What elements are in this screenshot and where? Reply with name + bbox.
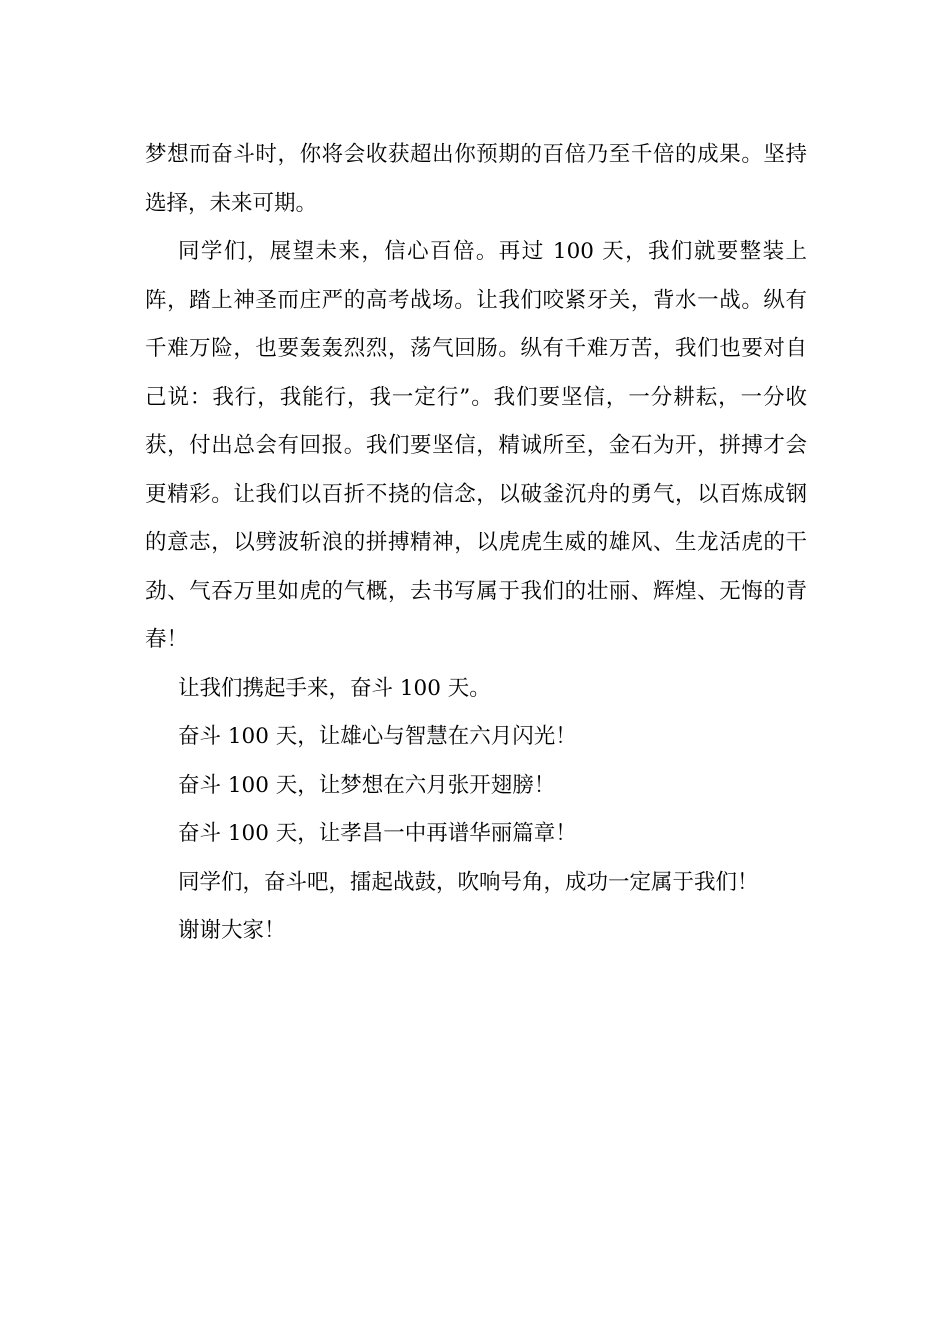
paragraph-slogan-3: 奋斗 100 天，让孝昌一中再谱华丽篇章！ xyxy=(178,821,577,846)
paragraph-slogan-1: 奋斗 100 天，让雄心与智慧在六月闪光！ xyxy=(178,724,577,749)
paragraph-join-hands: 让我们携起手来，奋斗 100 天。 xyxy=(178,675,491,701)
paragraph-slogan-2: 奋斗 100 天，让梦想在六月张开翅膀！ xyxy=(178,772,556,798)
paragraph-main: 同学们，展望未来，信心百倍。再过 100 天，我们就要整装上阵，踏上神圣而庄严的高考战场。让我们咬紧牙关，背水一战。纵有千难万险，也要轰轰烈烈，荡气回肠。纵有千难万苦，我们也要对自己说：我行，我能行，我一定行”。我们要坚信，一分耕耘，一分收获，付出总会有回报。我们要坚信，精诚所至，金石为开，拼搏才会更精彩。让我们以百折不挠的信念，以破釜沉舟的勇气，以百炼成钢的意志，以劈波斩浪的拼搏精神，以虎虎生威的雄风、生龙活虎的干劲、气吞万里如虎的气概，去书写属于我们的壮丽、辉煌、无悔的青春！ xyxy=(145,239,807,652)
paragraph-continuation: 梦想而奋斗时，你将会收获超出你预期的百倍乃至千倍的成果。坚持选择，未来可期。 xyxy=(145,142,807,216)
document-body xyxy=(145,131,807,956)
paragraph-thanks: 谢谢大家！ xyxy=(178,918,286,943)
paragraph-call-to-action: 同学们，奋斗吧，擂起战鼓，吹响号角，成功一定属于我们！ xyxy=(178,869,759,895)
